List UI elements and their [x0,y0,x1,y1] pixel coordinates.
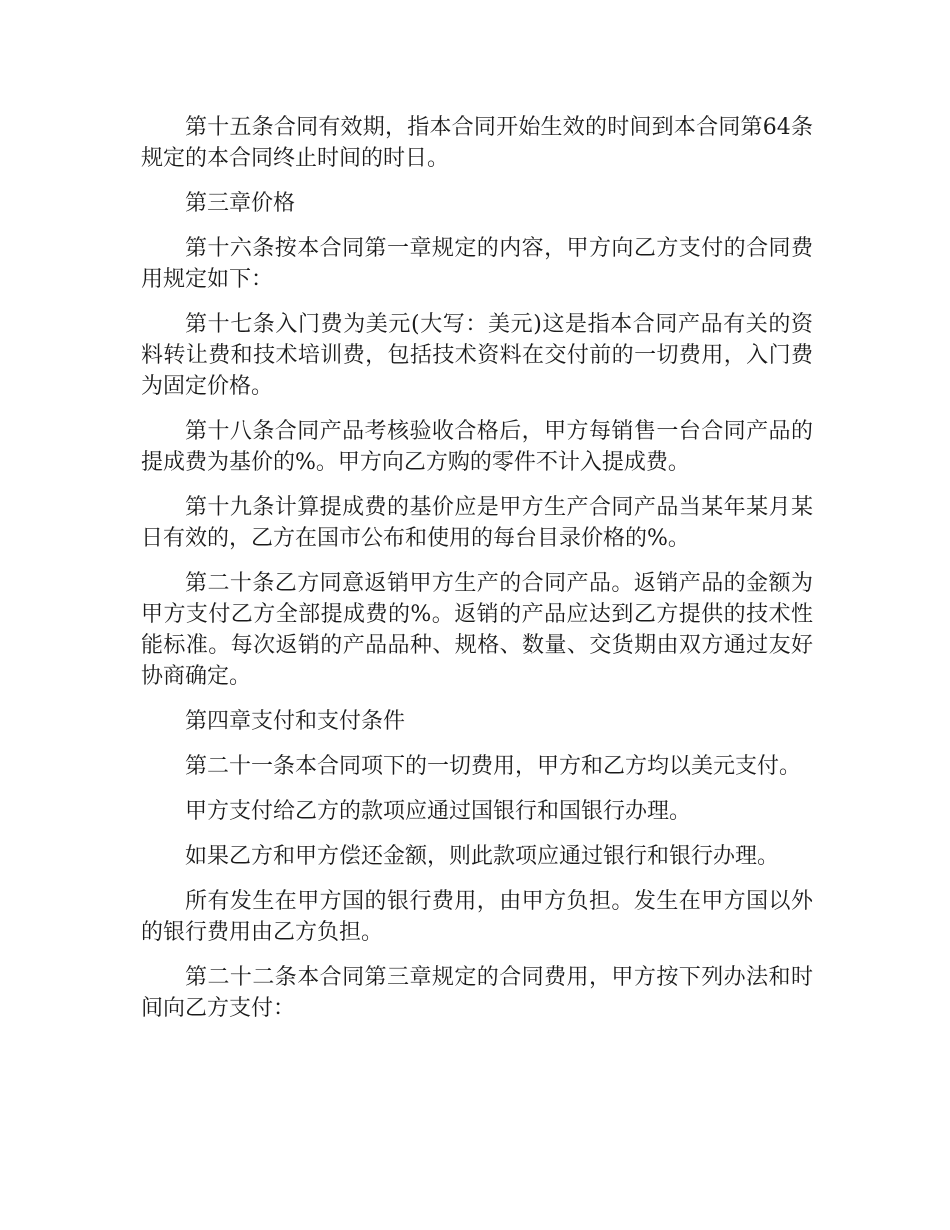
chapter-heading-4: 第四章支付和支付条件 [185,709,406,734]
paragraph-article-22: 第二十二条本合同第三章规定的合同费用，甲方按下列办法和时间向乙方支付： [141,965,813,1021]
document-body [141,112,813,1038]
paragraph-article-17: 第十七条入门费为美元(大写：美元)这是指本合同产品有关的资料转让费和技术培训费，包括技术资料在交付前的一切费用，入门费为固定价格。 [141,312,813,399]
paragraph-bank-fees: 所有发生在甲方国的银行费用，由甲方负担。发生在甲方国以外的银行费用由乙方负担。 [141,889,813,945]
paragraph-repayment-bank: 如果乙方和甲方偿还金额，则此款项应通过银行和银行办理。 [185,844,780,869]
paragraph-article-20: 第二十条乙方同意返销甲方生产的合同产品。返销产品的金额为甲方支付乙方全部提成费的%。返销的产品应达到乙方提供的技术性能标准。每次返销的产品品种、规格、数量、交货期由双方通过友好协商确定。 [141,571,813,689]
chapter-heading-3: 第三章价格 [185,191,296,216]
paragraph-article-18: 第十八条合同产品考核验收合格后，甲方每销售一台合同产品的提成费为基价的%。甲方向乙方购的零件不计入提成费。 [141,419,813,475]
paragraph-payment-bank: 甲方支付给乙方的款项应通过国银行和国银行办理。 [185,799,692,824]
paragraph-article-15: 第十五条合同有效期，指本合同开始生效的时间到本合同第64条规定的本合同终止时间的时日。 [141,115,813,171]
paragraph-article-16: 第十六条按本合同第一章规定的内容，甲方向乙方支付的合同费用规定如下： [141,236,813,292]
paragraph-article-21: 第二十一条本合同项下的一切费用，甲方和乙方均以美元支付。 [185,754,802,779]
paragraph-article-19: 第十九条计算提成费的基价应是甲方生产合同产品当某年某月某日有效的，乙方在国市公布和使用的每台目录价格的%。 [141,495,813,551]
